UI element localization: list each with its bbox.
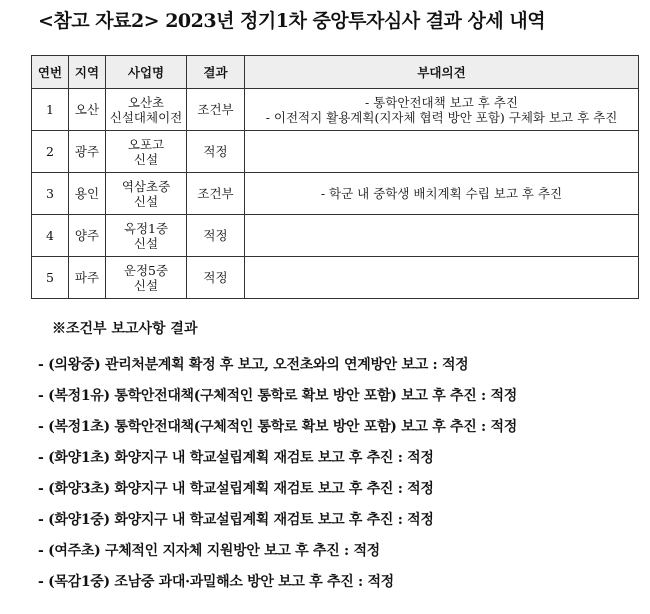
row-opinion bbox=[245, 215, 639, 257]
list-item: - (복정1유) 통학안전대책(구체적인 통학로 확보 방안 포함) 보고 후 추진 : 적정 bbox=[38, 388, 517, 404]
table-row bbox=[32, 215, 639, 257]
table-row bbox=[32, 89, 639, 131]
project-type: 신설대체이전 bbox=[109, 109, 183, 125]
project-type: 신설 bbox=[133, 277, 159, 293]
row-result: 조건부 bbox=[187, 173, 245, 215]
row-result: 적정 bbox=[187, 257, 245, 299]
project-name: 옥정1중 bbox=[123, 220, 169, 236]
row-project bbox=[106, 173, 187, 215]
project-name: 오포고 bbox=[127, 136, 165, 152]
row-opinion bbox=[245, 131, 639, 173]
header-no: 연번 bbox=[32, 56, 69, 89]
list-item: - (목감1중) 조남중 과대·과밀해소 방안 보고 후 추진 : 적정 bbox=[38, 574, 394, 590]
row-no: 4 bbox=[32, 215, 69, 257]
project-type: 신설 bbox=[133, 151, 159, 167]
summary-heading: ※조건부 보고사항 결과 bbox=[52, 321, 198, 337]
table-header-row bbox=[32, 56, 639, 89]
row-project bbox=[106, 131, 187, 173]
document-title: <참고 자료2> 2023년 정기1차 중앙투자심사 결과 상세 내역 bbox=[38, 10, 546, 32]
row-opinion bbox=[245, 89, 639, 131]
table-row bbox=[32, 257, 639, 299]
opinion-line: - 이전적지 활용계획(지자체 협력 방안 포함) 구체화 보고 후 추진 bbox=[265, 109, 618, 125]
investment-review-table bbox=[31, 55, 639, 299]
list-item: - (복정1초) 통학안전대책(구체적인 통학로 확보 방안 포함) 보고 후 추진 : 적정 bbox=[38, 419, 517, 435]
row-no: 1 bbox=[32, 89, 69, 131]
row-result: 적정 bbox=[187, 131, 245, 173]
project-name: 오산초 bbox=[127, 94, 165, 110]
row-no: 2 bbox=[32, 131, 69, 173]
row-region: 용인 bbox=[69, 173, 106, 215]
row-region: 광주 bbox=[69, 131, 106, 173]
condition-results-list bbox=[38, 350, 517, 598]
row-region: 오산 bbox=[69, 89, 106, 131]
row-region: 양주 bbox=[69, 215, 106, 257]
row-no: 5 bbox=[32, 257, 69, 299]
row-opinion bbox=[245, 173, 639, 215]
row-result: 조건부 bbox=[187, 89, 245, 131]
opinion-line: - 학군 내 중학생 배치계획 수립 보고 후 추진 bbox=[320, 186, 563, 201]
header-result: 결과 bbox=[187, 56, 245, 89]
list-item: - (의왕중) 관리처분계획 확정 후 보고, 오전초와의 연계방안 보고 : 적정 bbox=[38, 357, 469, 373]
table-row bbox=[32, 131, 639, 173]
list-item: - (화양1초) 화양지구 내 학교설립계획 재검토 보고 후 추진 : 적정 bbox=[38, 450, 434, 466]
row-project bbox=[106, 215, 187, 257]
header-region: 지역 bbox=[69, 56, 106, 89]
project-type: 신설 bbox=[133, 235, 159, 251]
row-project bbox=[106, 89, 187, 131]
project-type: 신설 bbox=[133, 193, 159, 209]
row-no: 3 bbox=[32, 173, 69, 215]
row-result: 적정 bbox=[187, 215, 245, 257]
row-opinion bbox=[245, 257, 639, 299]
list-item: - (여주초) 구체적인 지자체 지원방안 보고 후 추진 : 적정 bbox=[38, 543, 380, 559]
project-name: 역삼초중 bbox=[121, 178, 171, 194]
row-region: 파주 bbox=[69, 257, 106, 299]
header-project: 사업명 bbox=[106, 56, 187, 89]
row-project bbox=[106, 257, 187, 299]
table-row bbox=[32, 173, 639, 215]
list-item: - (화양3초) 화양지구 내 학교설립계획 재검토 보고 후 추진 : 적정 bbox=[38, 481, 434, 497]
opinion-line: - 통학안전대책 보고 후 추진 bbox=[365, 94, 518, 110]
list-item: - (화양1중) 화양지구 내 학교설립계획 재검토 보고 후 추진 : 적정 bbox=[38, 512, 434, 528]
project-name: 운정5중 bbox=[123, 262, 169, 278]
header-opinion: 부대의견 bbox=[245, 56, 639, 89]
